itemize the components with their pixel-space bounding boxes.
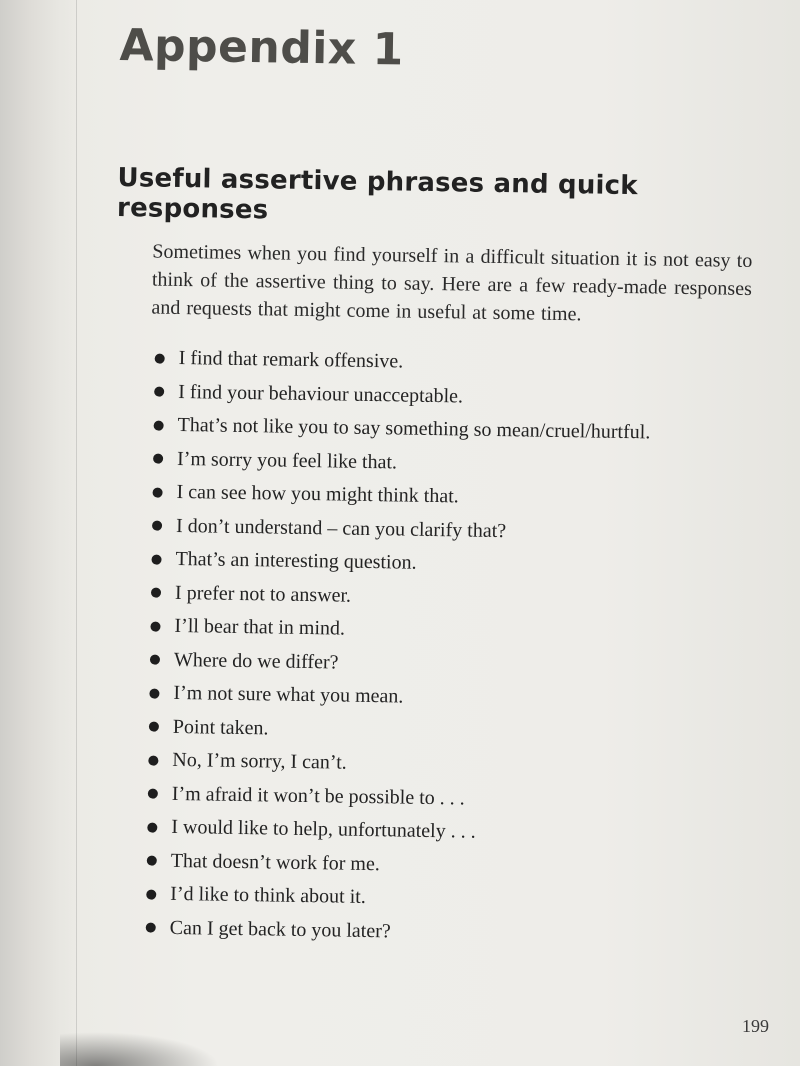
section-title: Useful assertive phrases and quick responses xyxy=(116,162,639,226)
phrase-text: I’d like to think about it. xyxy=(170,883,366,909)
phrase-text: That’s not like you to say something so mean/cruel/hurtful. xyxy=(177,414,651,444)
bullet-icon xyxy=(151,554,161,564)
phrase-text: I would like to help, unfortunately . . . xyxy=(171,816,476,843)
page-number: 199 xyxy=(742,1016,769,1036)
bullet-icon xyxy=(149,722,159,732)
bullet-icon xyxy=(153,454,163,464)
bullet-icon xyxy=(151,588,161,598)
bullet-icon xyxy=(155,353,165,363)
page-content xyxy=(105,20,769,954)
bullet-icon xyxy=(150,621,160,631)
bullet-icon xyxy=(154,420,164,430)
page-gutter xyxy=(0,0,78,1066)
bullet-icon xyxy=(150,655,160,665)
bullet-icon xyxy=(147,822,157,832)
bullet-icon xyxy=(149,688,159,698)
phrase-text: Can I get back to you later? xyxy=(169,916,391,943)
bullet-icon xyxy=(147,856,157,866)
phrase-text: No, I’m sorry, I can’t. xyxy=(172,749,347,774)
bullet-icon xyxy=(154,387,164,397)
bullet-icon xyxy=(146,923,156,933)
bullet-icon xyxy=(148,789,158,799)
phrase-text: I’ll bear that in mind. xyxy=(174,615,346,640)
bullet-icon xyxy=(146,889,156,899)
phrase-text: I can see how you might think that. xyxy=(176,481,459,508)
phrase-text: Point taken. xyxy=(172,715,269,740)
intro-paragraph: Sometimes when you find yourself in a difficult situation it is not easy to think of the assertive thing to say. Here are a few ready-made responses and requests that might come in useful at some time. xyxy=(151,240,753,326)
phrase-text: That doesn’t work for me. xyxy=(170,849,380,875)
bullet-icon xyxy=(152,521,162,531)
bullet-icon xyxy=(153,487,163,497)
phrase-text: I’m afraid it won’t be possible to . . . xyxy=(171,782,465,810)
bottom-shadow xyxy=(60,1026,240,1066)
phrase-text: I find that remark offensive. xyxy=(178,347,404,373)
gutter-fold xyxy=(76,0,77,1066)
chapter-title: Appendix 1 xyxy=(119,20,405,76)
phrase-text: That’s an interesting question. xyxy=(175,548,417,574)
phrase-text: Where do we differ? xyxy=(173,648,339,674)
phrase-text: I’m sorry you feel like that. xyxy=(176,447,398,474)
phrase-text: I prefer not to answer. xyxy=(174,581,352,607)
phrase-text: I find your behaviour unacceptable. xyxy=(177,380,464,408)
bullet-icon xyxy=(148,755,158,765)
phrase-list xyxy=(145,342,764,955)
phrase-text: I’m not sure what you mean. xyxy=(173,682,404,708)
phrase-text: I don’t understand – can you clarify that? xyxy=(175,514,507,542)
